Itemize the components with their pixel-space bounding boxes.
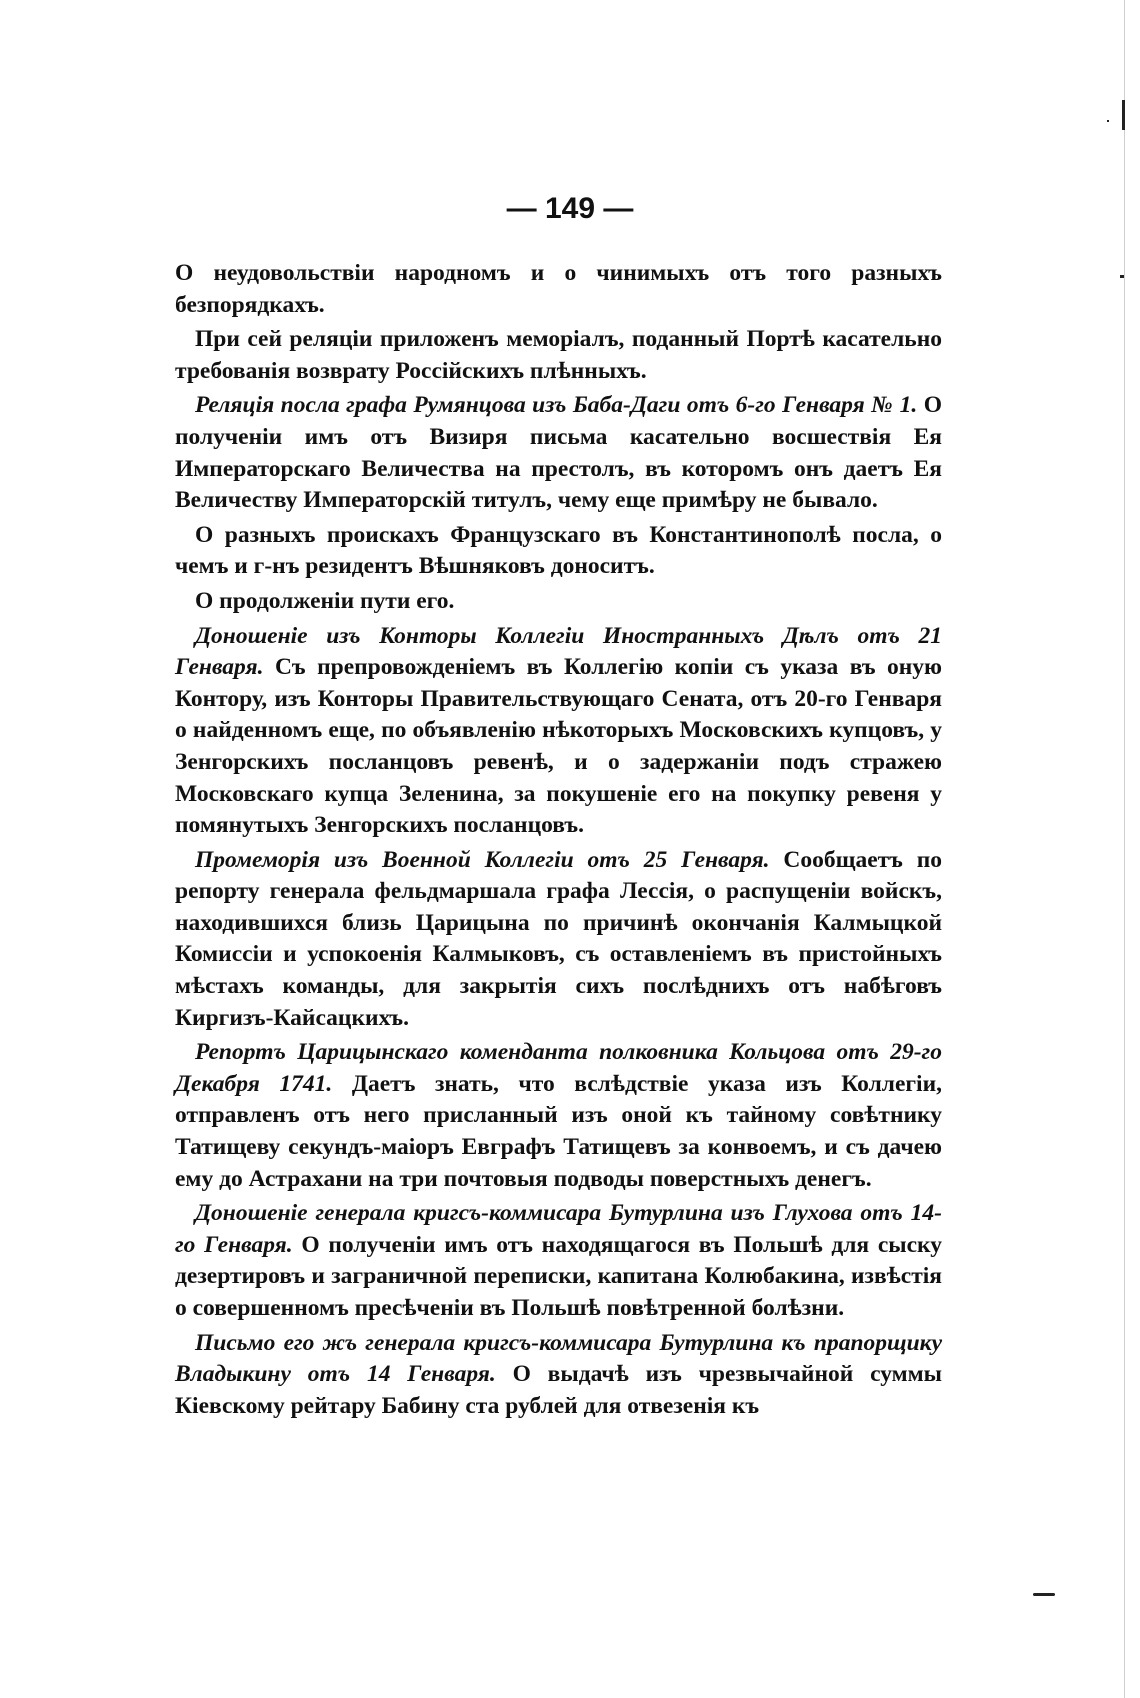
paragraph-heading: Промеморія изъ Военной Коллегіи отъ 25 Генваря.	[195, 846, 770, 873]
paragraph	[175, 324, 942, 387]
paragraph	[175, 520, 942, 583]
paragraph-body: При сей реляціи приложенъ меморіалъ, поданный Портѣ касательно требованія возврату Россійскихъ плѣнныхъ.	[175, 326, 942, 384]
paragraph	[175, 845, 942, 1035]
paragraph-body: Даетъ знать, что вслѣдствіе указа изъ Коллегіи, отправленъ отъ него присланный изъ оной къ тайному совѣтнику Татищеву секундъ-маіоръ Евграфъ Татищевъ за конвоемъ, и съ дачею ему до Астрахани на три почтовыя подводы поверстныхъ денегъ.	[175, 1070, 942, 1192]
paragraph-heading: Реляція посла графа Румянцова изъ Баба-Даги отъ 6-го Генваря № 1.	[195, 392, 918, 419]
paragraph	[175, 1037, 942, 1195]
paragraph	[175, 258, 942, 321]
paragraph	[175, 586, 942, 618]
paragraph-body: О разныхъ проискахъ Французскаго въ Константинополѣ посла, о чемъ и г-нъ резидентъ Вѣшняковъ доноситъ.	[175, 521, 942, 580]
scan-mark	[1120, 275, 1124, 278]
scan-mark	[1033, 1593, 1055, 1596]
paragraph-body: О продолженіи пути его.	[195, 587, 455, 614]
scan-mark	[1122, 100, 1125, 130]
page-number: — 149 —	[506, 192, 634, 225]
paragraph-heading: Письмо его жъ генерала кригсъ-коммисара Бутурлина къ прапорщику Владыкину отъ 14 Генваря.	[175, 1329, 942, 1388]
paragraph-body: О выдачѣ изъ чрезвычайной суммы Кіевскому рейтару Бабину ста рублей для отвезенія къ	[175, 1361, 943, 1419]
paragraph	[175, 390, 942, 516]
paragraph	[175, 1328, 942, 1423]
scan-mark	[1107, 120, 1109, 122]
paragraph-body: Съ препровожденіемъ въ Коллегію копіи съ указа въ оную Контору, изъ Конторы Правительствующаго Сената, отъ 20-го Генваря о найденномъ еще, по объявленію нѣкоторыхъ Московскихъ купцовъ, у Зенгорскихъ посланцовъ ревенѣ, и о задержаніи подъ стражею Московскаго купца Зеленина, за покушеніе его на покупку ревеня у помянутыхъ Зенгорскихъ посланцовъ.	[175, 654, 942, 839]
page-edge-line	[1124, 0, 1125, 1698]
paragraph-heading: Доношеніе изъ Конторы Коллегіи Иностранныхъ Дѣлъ отъ 21 Генваря.	[175, 622, 942, 681]
paragraph-body: Сообщаетъ по репорту генерала фельдмаршала графа Лессія, о распущеніи войскъ, находившихся близь Царицына по причинѣ окончанія Калмыцкой Комиссіи и успокоенія Калмыковъ, съ оставленіемъ въ пристойныхъ мѣстахъ команды, для закрытія сихъ послѣднихъ отъ набѣговъ Киргизъ-Кайсацкихъ.	[175, 846, 943, 1031]
paragraph	[175, 621, 942, 842]
paragraph	[175, 1198, 942, 1324]
paragraph-heading: Доношеніе генерала кригсъ-коммисара Бутурлина изъ Глухова отъ 14-го Генваря.	[175, 1200, 942, 1258]
paragraph-body: О неудовольствіи народномъ и о чинимыхъ отъ того разныхъ безпорядкахъ.	[175, 260, 942, 318]
body-text	[175, 258, 942, 1425]
paragraph-heading: Репортъ Царицынскаго коменданта полковника Кольцова отъ 29-го Декабря 1741.	[175, 1039, 942, 1097]
paragraph-body: О полученіи имъ отъ находящагося въ Польшѣ для сыску дезертировъ и заграничной переписки, капитана Колюбакина, извѣстія о совершенномъ пресѣченіи въ Польшѣ повѣтренной болѣзни.	[175, 1231, 943, 1321]
paragraph-body: О полученіи имъ отъ Визиря письма касательно восшествія Ея Императорскаго Величества на престолъ, въ которомъ онъ даетъ Ея Величеству Императорскій титулъ, чему еще примѣру не бывало.	[175, 392, 942, 514]
